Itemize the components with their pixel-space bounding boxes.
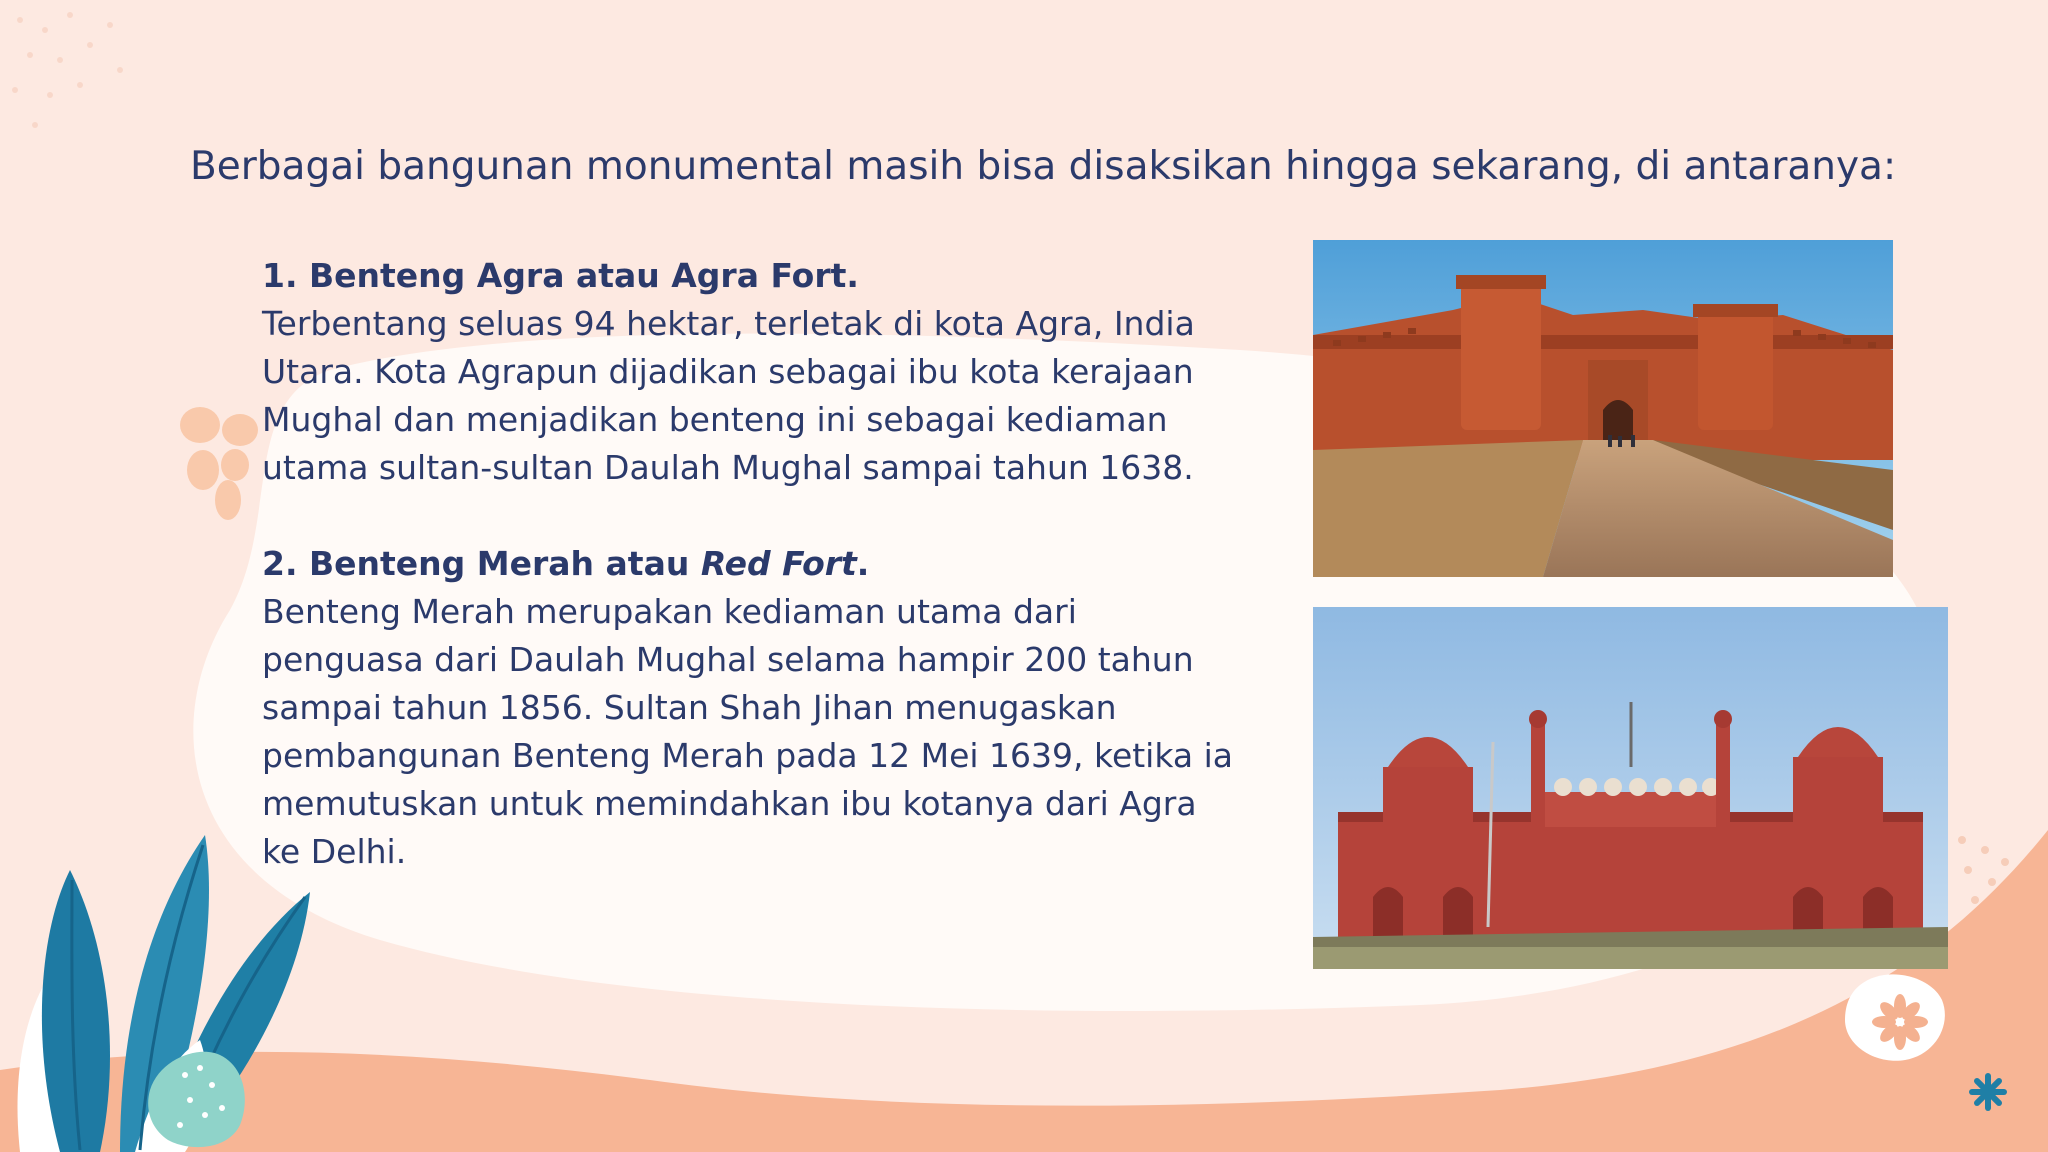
- item-1-title: 1. Benteng Agra atau Agra Fort.: [262, 256, 859, 295]
- item-2-title-suffix: .: [856, 544, 870, 583]
- item-2-title-prefix: 2. Benteng Merah atau: [262, 544, 701, 583]
- item-1-body: Terbentang seluas 94 hektar, terletak di kota Agra, India Utara. Kota Agrapun dijadikan sebagai ibu kota kerajaan Mughal dan menjadikan benteng ini sebagai kediaman utama sultan-sultan Daulah Mughal sampai tahun 1638.: [262, 304, 1195, 487]
- red-fort-photo: [1313, 607, 1948, 969]
- content-text-block: [262, 252, 1242, 876]
- agra-fort-photo: [1313, 240, 1893, 577]
- teal-star-icon: [1972, 1076, 2004, 1108]
- paragraph-spacer: [262, 492, 1242, 540]
- item-2-body: Benteng Merah merupakan kediaman utama dari penguasa dari Daulah Mughal selama hampir 200 tahun sampai tahun 1856. Sultan Shah Jihan menugaskan pembangunan Benteng Merah pada 12 Mei 1639, ketika ia memutuskan untuk memindahkan ibu kotanya dari Agra ke Delhi.: [262, 592, 1233, 871]
- item-2-title-italic: Red Fort: [700, 544, 857, 583]
- item-2-title: [262, 540, 1242, 588]
- intro-heading: Berbagai bangunan monumental masih bisa disaksikan hingga sekarang, di antaranya:: [190, 144, 1897, 189]
